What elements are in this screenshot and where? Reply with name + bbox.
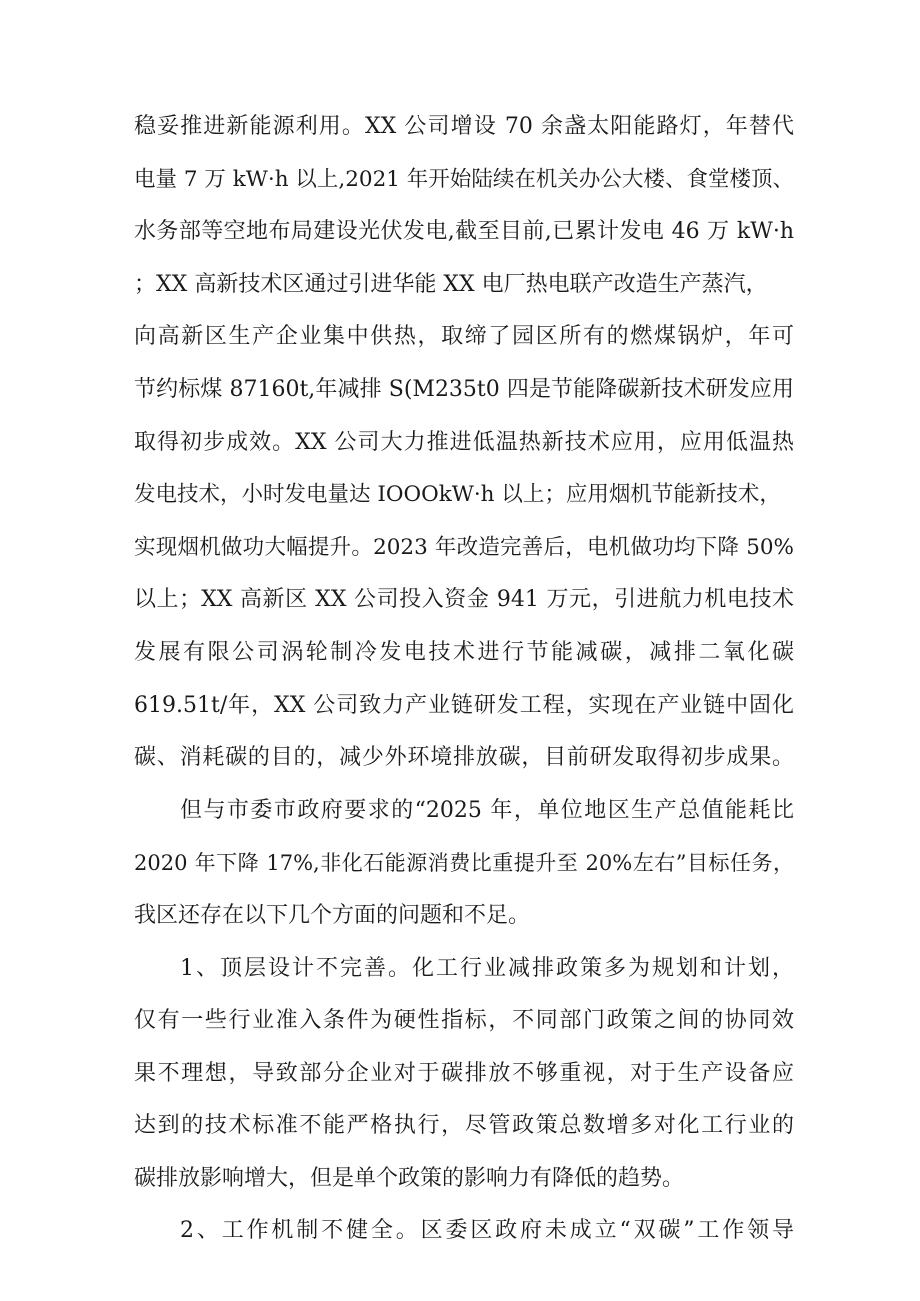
text-line: 但与市委市政府要求的“2025 年，单位地区生产总值能耗比 <box>180 797 794 823</box>
text-line: 2、工作机制不健全。区委区政府未成立“双碳”工作领导 <box>180 1218 794 1244</box>
text-line: 水务部等空地布局建设光伏发电,截至目前,已累计发电 46 万 kW·h <box>134 219 794 245</box>
text-line: 发电技术，小时发电量达 IOOOkW·h 以上；应用烟机节能新技术， <box>134 482 781 508</box>
text-line: 向高新区生产企业集中供热，取缔了园区所有的燃煤锅炉，年可 <box>134 324 794 350</box>
text-line: 稳妥推进新能源利用。XX 公司增设 70 余盏太阳能路灯，年替代 <box>134 114 794 139</box>
text-line: 仅有一些行业准入条件为硬性指标，不同部门政策之间的协同效 <box>134 1008 794 1034</box>
text-line: 2020 年下降 17%,非化石能源消费比重提升至 20%左右”目标任务， <box>134 851 794 876</box>
text-line: 节约标煤 87160t,年减排 S(M235t0 四是节能降碳新技术研发应用 <box>134 376 794 402</box>
text-line: 1、顶层设计不完善。化工行业减排政策多为规划和计划， <box>180 955 794 981</box>
text-line: 我区还存在以下几个方面的问题和不足。 <box>134 902 531 928</box>
text-line: 碳排放影响增大，但是单个政策的影响力有降低的趋势。 <box>134 1165 685 1191</box>
text-line: ；XX 高新技术区通过引进华能 XX 电厂热电联产改造生产蒸汽， <box>134 271 768 297</box>
text-line: 实现烟机做功大幅提升。2023 年改造完善后，电机做功均下降 50% <box>134 534 794 560</box>
text-line: 619.51t/年，XX 公司致力产业链研发工程，实现在产业链中固化 <box>134 692 794 718</box>
body-text <box>134 101 794 1258</box>
text-line: 发展有限公司涡轮制冷发电技术进行节能减碳，减排二氧化碳 <box>134 639 794 665</box>
text-line: 电量 7 万 kW·h 以上,2021 年开始陆续在机关办公大楼、食堂楼顶、 <box>134 166 794 192</box>
text-line: 以上；XX 高新区 XX 公司投入资金 941 万元，引进航力机电技术 <box>134 587 794 613</box>
text-line: 碳、消耗碳的目的，减少外环境排放碳，目前研发取得初步成果。 <box>134 745 794 771</box>
text-line: 取得初步成效。XX 公司大力推进低温热新技术应用，应用低温热 <box>134 429 794 455</box>
text-line: 果不理想，导致部分企业对于碳排放不够重视，对于生产设备应 <box>134 1060 794 1086</box>
text-line: 达到的技术标准不能严格执行，尽管政策总数增多对化工行业的 <box>134 1113 794 1139</box>
